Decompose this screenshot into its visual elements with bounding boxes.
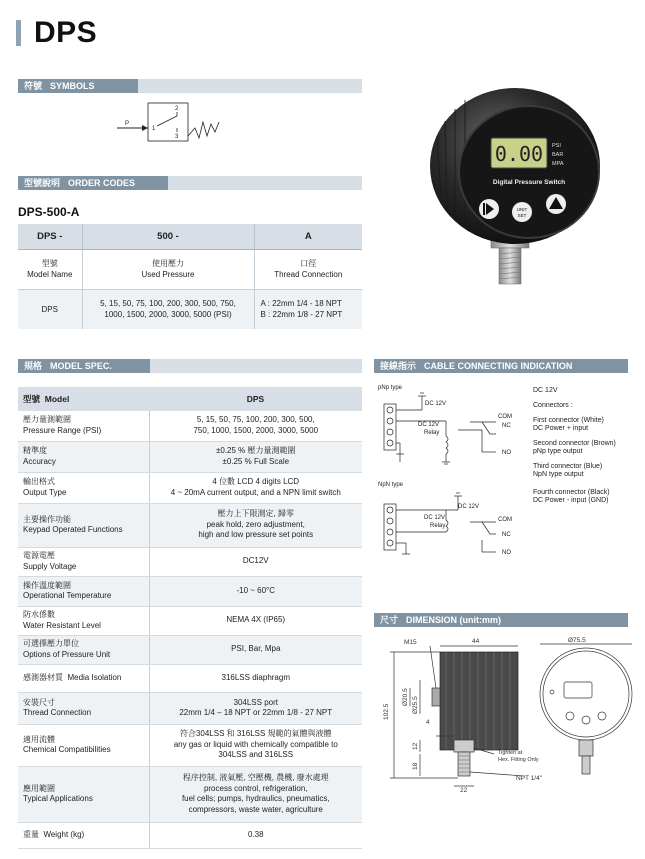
order-codes-section-header: 型號說明 ORDER CODES — [18, 176, 362, 190]
dim-12: 12 — [412, 742, 419, 750]
spec-row-label: 主要操作功能 Keypad Operated Functions — [18, 503, 149, 547]
spec-row-label: 安裝尺寸 Thread Connection — [18, 692, 149, 724]
order-cell-pressure: 使用壓力 Used Pressure — [82, 249, 254, 289]
dim-22: 22 — [460, 787, 468, 792]
dim-255: Ø25.5 — [412, 696, 419, 714]
order-header-pressure: 500 - — [82, 224, 254, 249]
spec-row-value: 符合304LSS 和 316LSS 規範的氣體與液體 any gas or liquid with chemically compatible to 304LSS and 316LSS — [149, 724, 362, 766]
product-image — [425, 76, 605, 291]
spec-row-value: ±0.25 % 壓力量測範圍 ±0.25 % Full Scale — [149, 441, 362, 472]
product-label: Digital Pressure Switch — [492, 179, 566, 186]
order-header-thread: A — [254, 224, 362, 249]
order-value-model: DPS — [18, 289, 82, 329]
npn-label: NpN type — [378, 482, 404, 488]
spec-row-value: 5, 15, 50, 75, 100, 200, 300, 500, 750, 1000, 1500, 2000, 3000, 5000 — [149, 411, 362, 441]
cable-section-header: 接線指示 CABLE CONNECTING INDICATION — [374, 359, 628, 373]
dim-755: Ø75.5 — [568, 637, 586, 644]
spec-row-label: 精準度 Accuracy — [18, 441, 149, 472]
cable-notes: DC 12V Connectors : First connector (White) DC Power + input Second connector (Brown) pNp type output Third connector (Blue) NpN type output Fourth connector (Black) DC Power - input (GND) — [533, 387, 616, 504]
unit-psi: PSI — [552, 143, 561, 149]
npn-no: NO — [502, 550, 511, 556]
spec-row-label: 應用範圍 Typical Applications — [18, 766, 149, 822]
spec-row-value: 316LSS diaphragm — [149, 664, 362, 692]
model-spec-table — [18, 387, 362, 849]
dim-m15: M15 — [404, 639, 417, 646]
spec-row-value: 程序控制, 液氣壓, 空壓機, 農機, 廢水處理 process control, refrigeration, fuel cells; pumps, hydraulics, pneumatics, compressors, waste water, agriculture — [149, 766, 362, 822]
spec-row-label: 輸出格式 Output Type — [18, 472, 149, 503]
symbols-section-header: 符號 SYMBOLS — [18, 79, 362, 93]
npn-nc: NC — [502, 532, 511, 538]
spec-row-label: 壓力量測範圍 Pressure Range (PSI) — [18, 411, 149, 441]
dim-npt: NPT 1/4" — [516, 775, 543, 782]
order-code-example: DPS-500-A — [18, 205, 80, 219]
spec-row-label: 防水係數 Water Resistant Level — [18, 606, 149, 635]
npn-com: COM — [498, 517, 512, 523]
dim-205: Ø20.5 — [402, 688, 409, 706]
symbol-n1-label: 1 — [152, 126, 156, 132]
order-codes-table — [18, 224, 362, 329]
wiring-diagram — [378, 378, 528, 558]
spec-row-value: 304LSS port 22mm 1/4 – 18 NPT or 22mm 1/8 - 27 NPT — [149, 692, 362, 724]
pnp-relay-dc: DC 12V — [418, 422, 440, 428]
symbol-p-label: P — [125, 121, 130, 127]
pressure-switch-symbol — [115, 98, 225, 148]
order-value-pressure: 5, 15, 50, 75, 100, 200, 300, 500, 750, 1000, 1500, 2000, 3000, 5000 (PSI) — [82, 289, 254, 329]
dim-1025: 102.5 — [383, 703, 390, 720]
page-title: DPS — [34, 16, 98, 49]
spec-row-label: 感測器材質 Media Isolation — [18, 664, 149, 692]
spec-row-label: 可選擇壓力單位 Options of Pressure Unit — [18, 635, 149, 664]
spec-row-label: 操作溫度範圍 Operational Temperature — [18, 576, 149, 606]
symbol-n2-label: 2 — [175, 106, 179, 112]
order-cell-model: 型號 Model Name — [18, 249, 82, 289]
dim-18: 18 — [412, 762, 419, 770]
spec-row-value: 壓力上下限測定, 歸零 peak hold, zero adjustment, high and low pressure set points — [149, 503, 362, 547]
lcd-readout: 0.00 — [494, 142, 544, 166]
spec-row-value: NEMA 4X (IP65) — [149, 606, 362, 635]
symbol-n3-label: 3 — [175, 134, 179, 140]
npn-relay-label: Relay — [430, 523, 446, 529]
spec-row-value: -10 ~ 60°C — [149, 576, 362, 606]
dimension-section-header: 尺寸 DIMENSION (unit:mm) — [374, 613, 628, 627]
pnp-dc-label: DC 12V — [425, 401, 447, 407]
spec-row-label: 適用流體 Chemical Compatibilities — [18, 724, 149, 766]
unit-mpa: MPA — [552, 161, 564, 167]
spec-header-value: DPS — [149, 387, 362, 411]
order-value-thread: A : 22mm 1/4 - 18 NPT B : 22mm 1/8 - 27 NPT — [254, 289, 362, 329]
dimension-drawing — [374, 632, 634, 792]
pnp-com: COM — [498, 414, 512, 420]
pnp-no: NO — [502, 450, 511, 456]
spec-row-value: PSI, Bar, Mpa — [149, 635, 362, 664]
spec-row-label: 電源電壓 Supply Voltage — [18, 547, 149, 576]
dim-tighten-2: Hex. Fitting Only — [498, 757, 539, 763]
set-button-label: SET — [517, 213, 527, 218]
spec-header-model: 型號 Model — [18, 387, 149, 411]
spec-row-value: 0.38 — [149, 822, 362, 848]
unit-button-label: UNIT — [516, 207, 528, 212]
pnp-relay-label: Relay — [424, 430, 440, 436]
order-header-dps: DPS - — [18, 224, 82, 249]
spec-row-value: 4 位數 LCD 4 digits LCD 4 ~ 20mA current output, and a NPN limit switch — [149, 472, 362, 503]
order-cell-thread: 口徑 Thread Connection — [254, 249, 362, 289]
pnp-label: pNp type — [378, 385, 403, 391]
npn-dc-label: DC 12V — [458, 504, 480, 510]
pnp-nc: NC — [502, 423, 511, 429]
spec-row-value: DC12V — [149, 547, 362, 576]
model-spec-section-header: 規格 MODEL SPEC. — [18, 359, 362, 373]
dim-tighten-1: Tighten at — [498, 750, 523, 756]
npn-relay-dc: DC 12V — [424, 515, 446, 521]
spec-row-label: 重量 Weight (kg) — [18, 822, 149, 848]
dim-44: 44 — [472, 638, 480, 645]
title-accent-bar — [16, 20, 21, 46]
dim-4: 4 — [426, 719, 430, 726]
unit-bar: BAR — [552, 152, 564, 158]
